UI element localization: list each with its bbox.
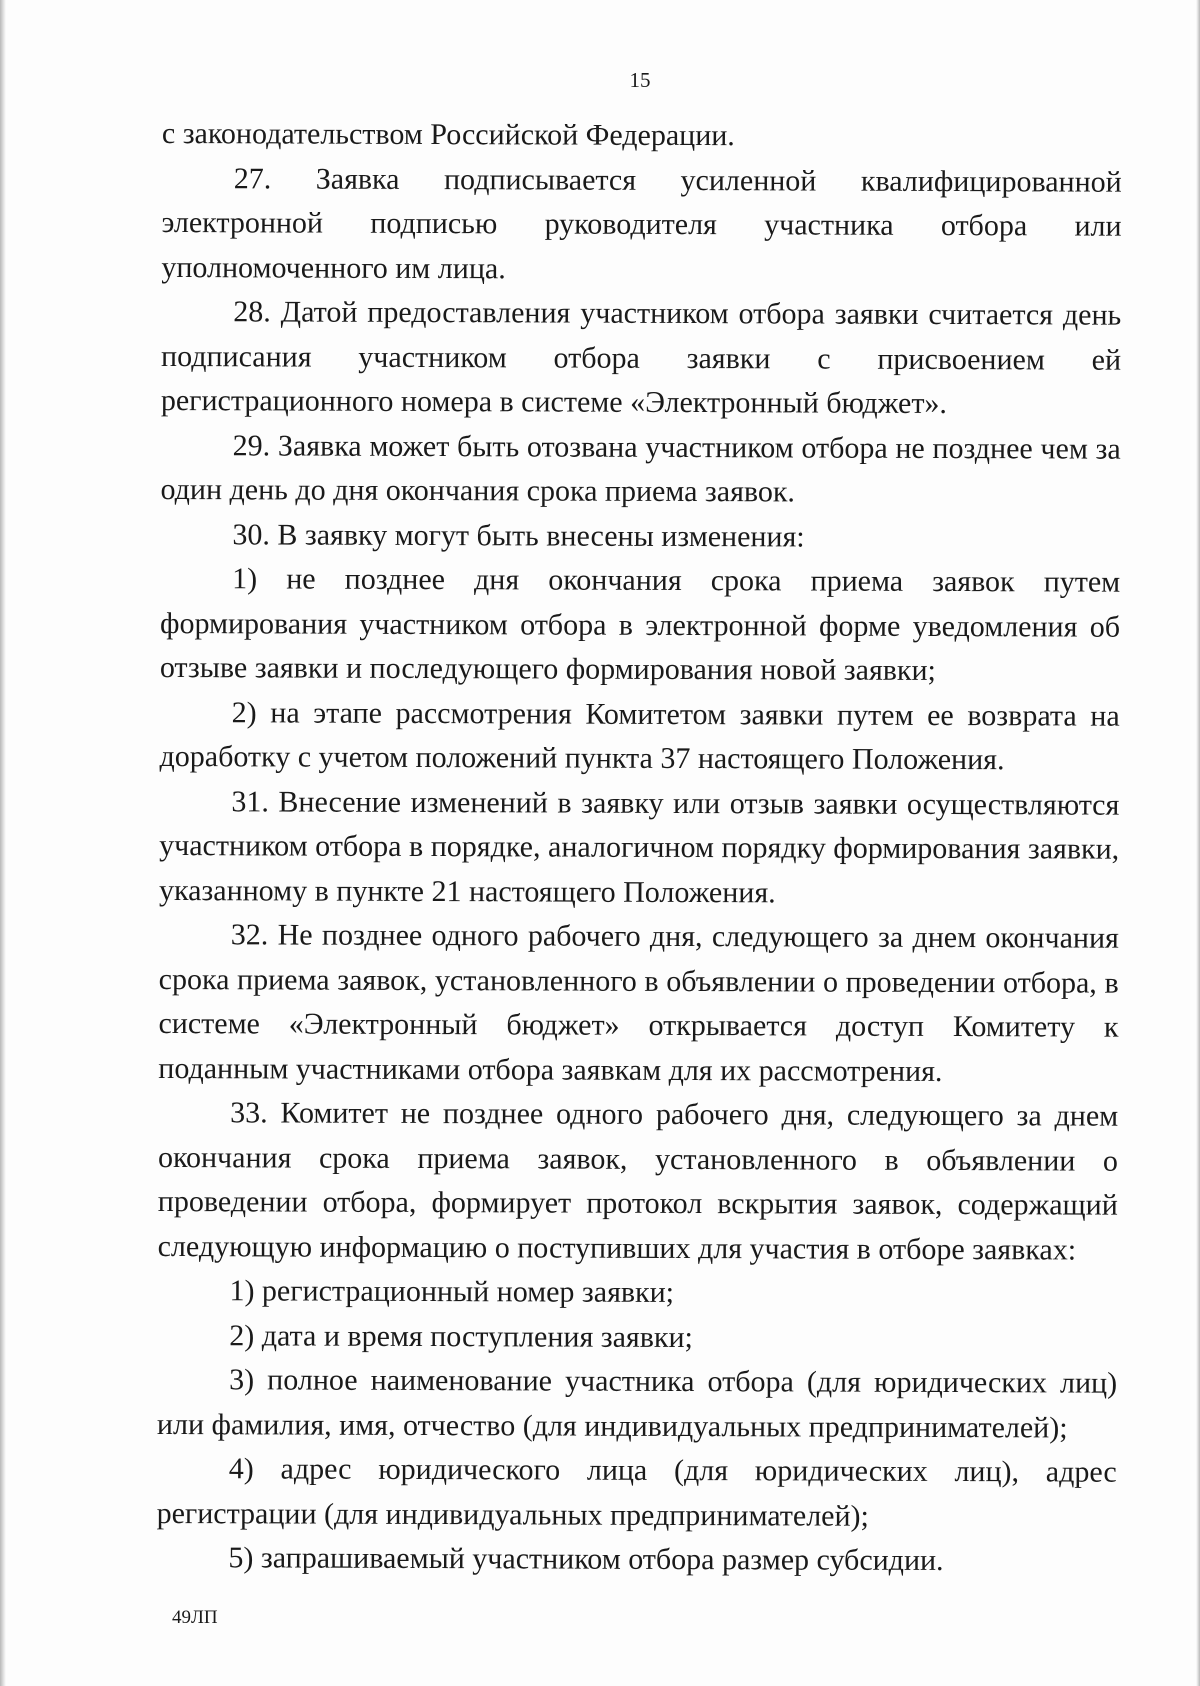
scan-edge-left <box>0 0 6 1686</box>
paragraph: 31. Внесение изменений в заявку или отзыв заявки осуществляются участником отбора в порядке, аналогичном порядку формирования заявки, указанному в пункте 21 настоящего Положения. <box>158 784 1120 909</box>
document-code: 49ЛП <box>172 1607 218 1628</box>
paragraph: 3) полное наименование участника отбора (для юридических лиц) или фамилия, имя, отчество (для индивидуальных предпринимателей); <box>156 1363 1118 1444</box>
paragraph: 30. В заявку могут быть внесены изменения: <box>232 517 805 553</box>
paragraph: 5) запрашиваемый участником отбора размер субсидии. <box>228 1541 944 1578</box>
page-number: 15 <box>629 68 651 92</box>
paragraph: 4) адрес юридического лица (для юридических лиц), адрес регистрации (для индивидуальных предпринимателей); <box>156 1452 1117 1533</box>
scan-edge-right <box>1196 0 1200 1686</box>
paragraph: 33. Комитет не позднее одного рабочего дня, следующего за днем окончания срока приема заявок, установленного в объявлении о проведении отбора, формирует протокол вскрытия заявок, содержащий следующую информацию о поступивших для участия в отборе заявках: <box>157 1096 1119 1267</box>
paragraph: 2) на этапе рассмотрения Комитетом заявки путем ее возврата на доработку с учетом положений пункта 37 настоящего Положения. <box>159 695 1120 777</box>
paragraph: 27. Заявка подписывается усиленной квалифицированной электронной подписью руководителя участника отбора или уполномоченного им лица. <box>161 161 1122 285</box>
paragraph: с законодательством Российской Федерации. <box>161 116 735 153</box>
paragraph: 2) дата и время поступления заявки; <box>229 1318 693 1354</box>
paragraph: 29. Заявка может быть отозвана участником отбора не позднее чем за один день до дня окончания срока приема заявок. <box>160 428 1121 509</box>
paragraph: 1) не позднее дня окончания срока приема заявок путем формирования участником отбора в электронной форме уведомления об отзыве заявки и последующего формирования новой заявки; <box>159 562 1121 687</box>
paragraph: 28. Датой предоставления участником отбора заявки считается день подписания участником отбора заявки с присвоением ей регистрационного номера в системе «Электронный бюджет». <box>160 295 1122 421</box>
document-body <box>156 112 1122 1584</box>
paragraph: 32. Не позднее одного рабочего дня, следующего за днем окончания срока приема заявок, установленного в объявлении о проведении отбора, в системе «Электронный бюджет» открывается доступ Комитету к поданным участниками отбора заявкам для их рассмотрения. <box>158 918 1119 1088</box>
paragraph: 1) регистрационный номер заявки; <box>229 1274 675 1309</box>
